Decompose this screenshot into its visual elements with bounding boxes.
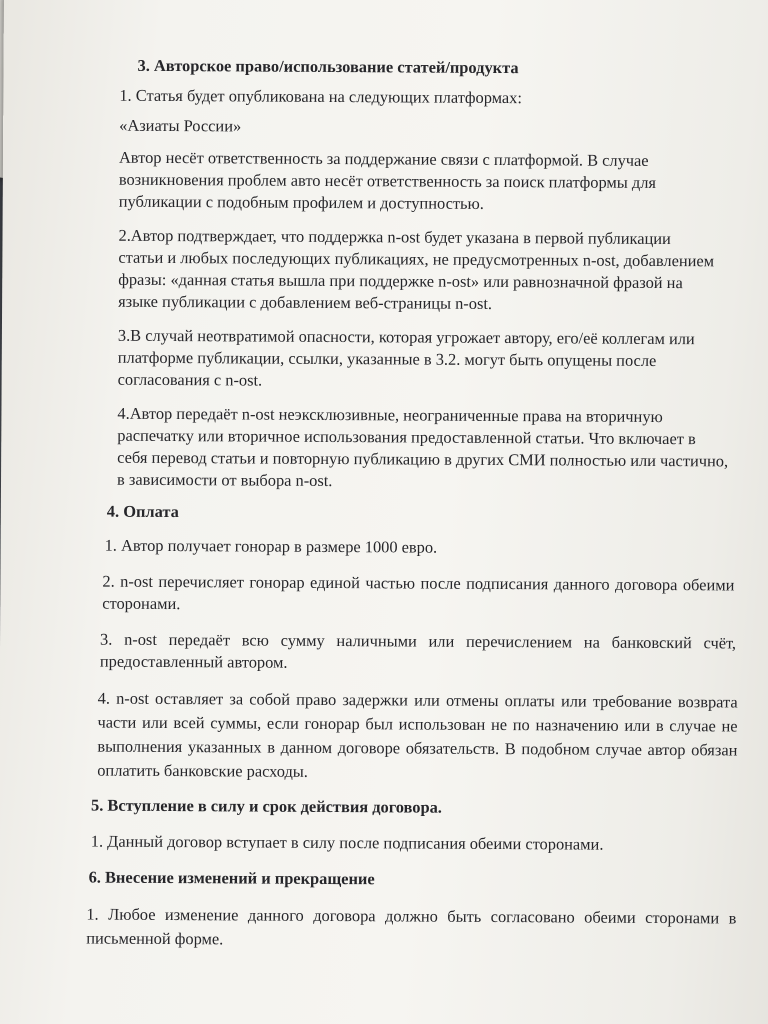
section-4-item-2: 2. n-ost перечисляет гонорар единой частью после подписания данного договора обеими сторонами. xyxy=(102,571,735,614)
section-4-item-4: 4. n-ost оставляет за собой право задержки или отмены оплаты или требование возврата части или всей суммы, если гонорар был использован не по назначению или в случае не выполнения указанных в данном договоре обязательств. В подобном случае автор обязан оплатить банковские расходы. xyxy=(97,688,738,781)
section-6-item-1: 1. Любое изменение данного договора должно быть согласовано обеими сторонами в письменной форме. xyxy=(86,904,737,949)
platform-name: «Азиаты России» xyxy=(119,115,242,136)
section-4-heading: 4. Оплата xyxy=(106,501,179,522)
section-4-item-1: 1. Автор получает гонорар в размере 1000 евро. xyxy=(104,535,438,557)
document-body xyxy=(82,55,737,955)
section-6-heading: 6. Внесение изменений и прекращение xyxy=(88,867,375,889)
section-4-item-3: 3. n-ost передаёт всю сумму наличными или перечислением на банковский счёт, предоставленный автором. xyxy=(99,629,737,672)
section-3-heading: 3. Авторское право/использование статей/продукта xyxy=(137,55,519,78)
section-3-item-4: 4.Автор передаёт n-ost неэксклюзивные, неограниченные права на вторичную распечатку или вторичное использования предоставленной статьи. Что включает в себя перевод статьи и повторную публикацию в других СМИ полностью или частично, в зависимости от выбора n-ost. xyxy=(116,403,729,491)
section-5-item-1: 1. Данный договор вступает в силу после подписания обеими сторонами. xyxy=(90,831,604,854)
section-5-heading: 5. Вступление в силу и срок действия договора. xyxy=(90,795,442,817)
section-3-responsibility: Автор несёт ответственность за поддержание связи с платформой. В случае возникновения проблем авто несёт ответственность за поиск платформы для публикации с подобным профилем и доступностью. xyxy=(118,147,657,213)
section-3-item-3: 3.В случай неотвратимой опасности, которая угрожает автору, его/её коллегам или платформе публикации, ссылки, указанные в 3.2. могут быть опущены после согласования с n-ost. xyxy=(117,325,695,390)
section-3-item-1: 1. Статья будет опубликована на следующих платформах: xyxy=(119,85,523,108)
section-3-item-2: 2.Автор подтверждает, что поддержка n-ost будет указана в первой публикации статьи и любых последующих публикациях, не предусмотренных n-ost, добавлением фразы: «данная статья вышла при поддержке n-ost» или равнозначной фразой на языке публикации с добавлением веб-страницы n-ost. xyxy=(118,225,715,313)
